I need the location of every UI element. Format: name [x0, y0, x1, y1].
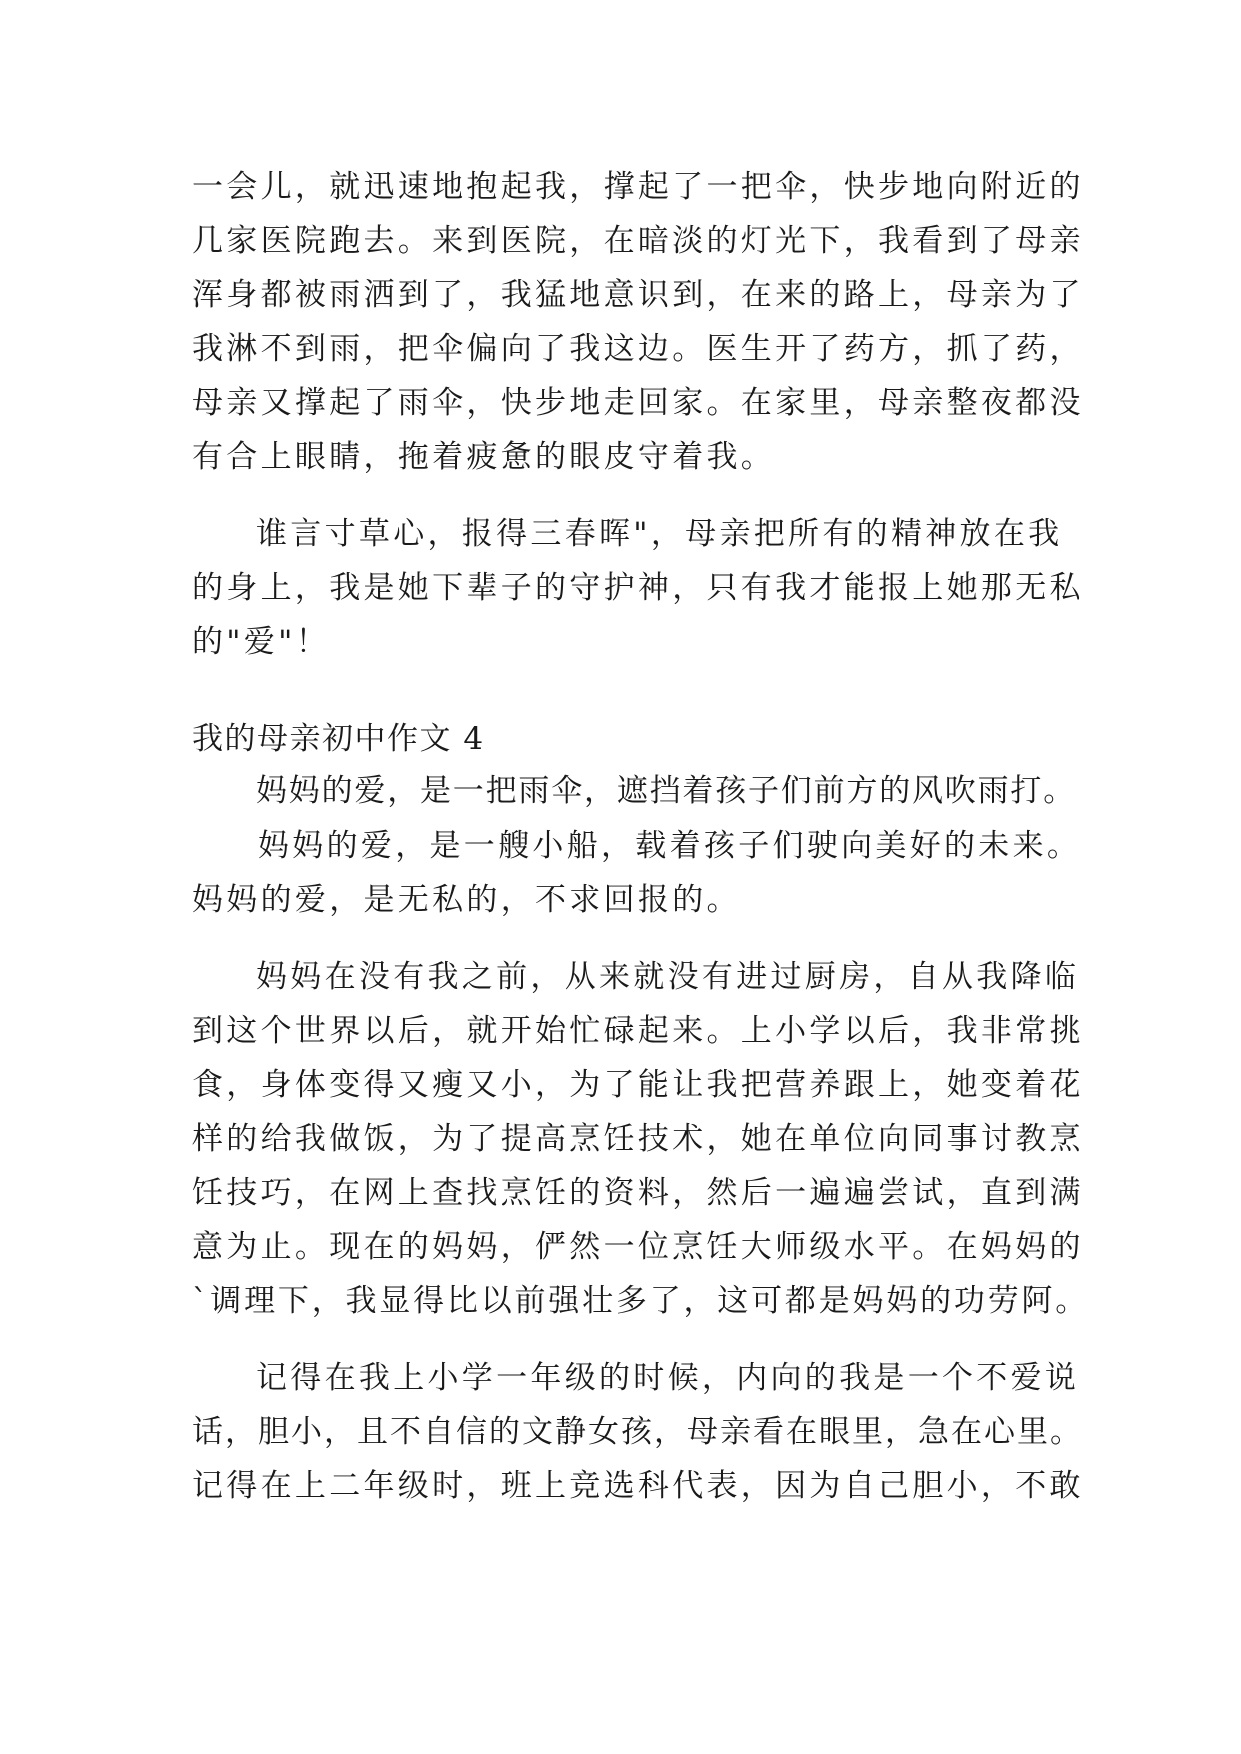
text-line: 浑身都被雨洒到了，我猛地意识到，在来的路上，母亲为了: [192, 277, 1084, 313]
text-line: 话，胆小，且不自信的文静女孩，母亲看在眼里，急在心里。: [192, 1414, 1083, 1450]
text-line: 几家医院跑去。来到医院，在暗淡的灯光下，我看到了母亲: [192, 223, 1084, 259]
text-line: 谁言寸草心，报得三春晖"，母亲把所有的精神放在我: [256, 516, 1063, 552]
text-line: 的"爱"！: [192, 624, 331, 660]
text-line: 饪技巧，在网上查找烹饪的资料，然后一遍遍尝试，直到满: [192, 1175, 1084, 1211]
text-line: 样的给我做饭，为了提高烹饪技术，她在单位向同事讨教烹: [192, 1121, 1084, 1157]
text-line: 记得在我上小学一年级的时候，内向的我是一个不爱说: [256, 1360, 1080, 1396]
text-line: 有合上眼睛，拖着疲惫的眼皮守着我。: [192, 439, 776, 475]
text-line: 到这个世界以后，就开始忙碌起来。上小学以后，我非常挑: [192, 1013, 1084, 1049]
text-line: 妈妈在没有我之前，从来就没有进过厨房，自从我降临: [256, 959, 1080, 995]
text-line: 记得在上二年级时，班上竞选科代表，因为自己胆小，不敢: [192, 1468, 1084, 1504]
text-line: 妈妈的爱，是一把雨伞，遮挡着孩子们前方的风吹雨打。: [256, 773, 1076, 809]
section-title: 我的母亲初中作文 4: [192, 721, 485, 757]
text-line: 母亲又撑起了雨伞，快步地走回家。在家里，母亲整夜都没: [192, 385, 1084, 421]
text-line: 一会儿，就迅速地抱起我，撑起了一把伞，快步地向附近的: [192, 169, 1084, 205]
text-line: 意为止。现在的妈妈，俨然一位烹饪大师级水平。在妈妈的: [192, 1229, 1084, 1265]
text-line: 妈妈的爱，是一艘小船，载着孩子们驶向美好的未来。: [258, 828, 1082, 864]
text-line: `调理下，我显得比以前强壮多了，这可都是妈妈的功劳阿。: [192, 1283, 1090, 1319]
text-line: 的身上，我是她下辈子的守护神，只有我才能报上她那无私: [192, 570, 1084, 606]
text-line: 妈妈的爱，是无私的，不求回报的。: [192, 882, 741, 918]
text-line: 我淋不到雨，把伞偏向了我这边。医生开了药方，抓了药，: [192, 331, 1084, 367]
text-line: 食，身体变得又瘦又小，为了能让我把营养跟上，她变着花: [192, 1067, 1084, 1103]
